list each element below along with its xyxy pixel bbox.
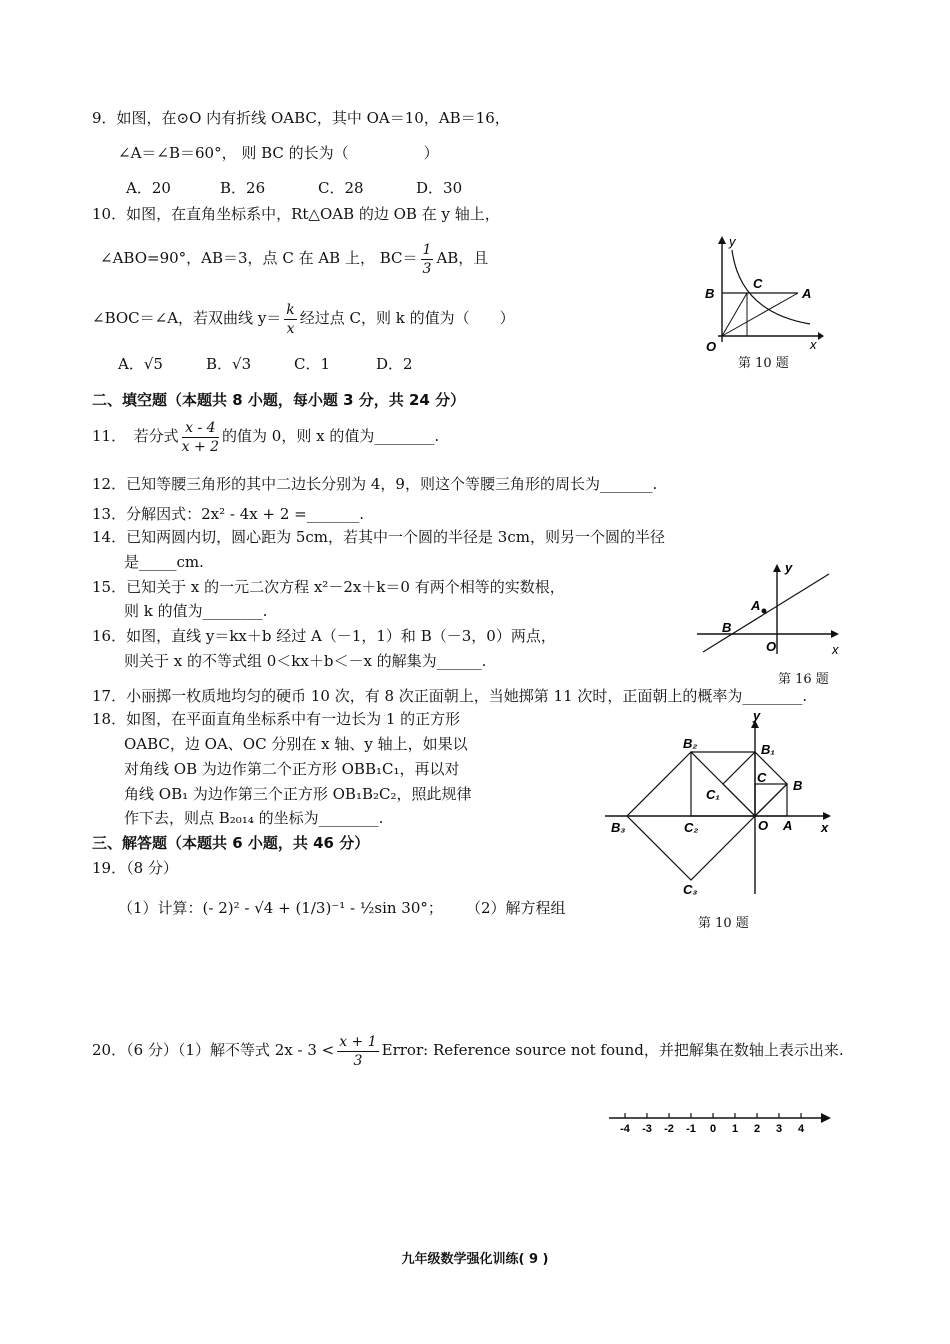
q19-head: 19．（8 分）	[92, 859, 178, 877]
fig16-label-b: B	[722, 620, 732, 635]
q14-line1: 14．已知两圆内切，圆心距为 5cm，若其中一个圆的半径是 3cm，则另一个圆的半径	[92, 528, 665, 546]
x-axis-arrow	[818, 332, 824, 340]
fig10-label-c: C	[753, 276, 763, 291]
q20-fraction: $\frac{x + 1}{3}$	[339, 1033, 377, 1069]
q18-line2: OABC，边 OA、OC 分别在 x 轴、y 轴上，如果以	[124, 735, 468, 753]
q10-option-c[interactable]: C．1	[294, 355, 331, 373]
fig16-label-a: A	[751, 598, 761, 613]
tick-label: 4	[797, 1123, 805, 1135]
q19-caption: 第 10 题	[698, 916, 749, 931]
number-line-arrow	[821, 1113, 831, 1123]
q15-line2: 则 k 的值为________.	[124, 602, 268, 620]
q9-option-b[interactable]: B．26	[220, 179, 266, 197]
q10-line2: ∠ABO=90°，AB＝3，点 C 在 AB 上， BC＝ $\frac{1}{3}$ AB，且	[100, 241, 489, 277]
fig18-label-c1: C₁	[706, 787, 720, 802]
fig16-label-y: y	[785, 560, 793, 575]
q10-caption: 第 10 题	[738, 356, 789, 371]
tick-label: 3	[775, 1123, 783, 1135]
q10-options	[118, 354, 413, 374]
q15-line1: 15．已知关于 x 的一元二次方程 x²－2x＋k＝0 有两个相等的实数根，	[92, 578, 565, 596]
q20: 20．（6 分）（1）解不等式 2x - 3 < $\frac{x + 1}{3}$ Error: Reference source not found，并把解集在数轴上表示出来.	[92, 1033, 844, 1069]
q9-option-c[interactable]: C．28	[318, 179, 364, 197]
fig18-label-y: y	[753, 708, 761, 723]
q16-line2: 则关于 x 的不等式组 0＜kx＋b＜－x 的解集为______.	[124, 652, 487, 670]
tick-label: 2	[753, 1123, 761, 1135]
page-footer: 九年级数学强化训练( 9 )	[401, 1252, 549, 1267]
fig18-label-a: A	[783, 818, 793, 833]
q10-line3: ∠BOC＝∠A，若双曲线 y＝ $\frac{k}{x}$ 经过点 C，则 k 的值为（ ）	[92, 301, 515, 337]
tick-label: -2	[664, 1123, 674, 1135]
fig18-label-b: B	[793, 778, 803, 793]
q18-line5: 作下去，则点 B₂₀₁₄ 的坐标为________.	[124, 809, 384, 827]
fig10-label-x: x	[810, 337, 817, 352]
fig18-label-b1: B₁	[761, 742, 775, 757]
fig18-label-c3: C₃	[683, 882, 698, 897]
q18-line4: 角线 OB₁ 为边作第三个正方形 OB₁B₂C₂，照此规律	[124, 785, 472, 803]
q9-line2: ∠A＝∠B＝60°， 则 BC 的长为（ ）	[118, 144, 439, 162]
segment-oc	[722, 293, 747, 336]
point-a	[762, 609, 767, 614]
fig10-label-y: y	[729, 234, 736, 249]
q9-options	[126, 178, 462, 198]
q16-line1: 16．如图，直线 y＝kx＋b 经过 A（－1，1）和 B（－3，0）两点，	[92, 627, 556, 645]
section-3-title: 三、解答题（本题共 6 小题，共 46 分）	[92, 834, 370, 852]
number-line[interactable]	[605, 1106, 835, 1136]
section-2-title: 二、填空题（本题共 8 小题，每小题 3 分，共 24 分）	[92, 391, 466, 409]
x-axis-arrow	[823, 812, 831, 820]
q10-fraction: $\frac{1}{3}$	[422, 241, 432, 277]
y-axis-arrow	[718, 236, 726, 244]
fig18-label-b3: B₃	[611, 820, 626, 835]
q16-caption: 第 16 题	[778, 672, 829, 687]
fig16-label-x: x	[832, 642, 839, 657]
fig10-label-b: B	[705, 286, 715, 301]
q19-part2: （2）解方程组	[466, 899, 566, 917]
q10-k-fraction: $\frac{k}{x}$	[286, 301, 295, 337]
tick-label: -1	[686, 1123, 696, 1135]
q18-figure	[605, 708, 840, 897]
q10-option-b[interactable]: B．√3	[206, 355, 252, 373]
q17: 17．小丽掷一枚质地均匀的硬币 10 次，有 8 次正面朝上，当她掷第 11 次时，正面朝上的概率为________.	[92, 687, 808, 705]
q9-option-a[interactable]: A．20	[126, 179, 171, 197]
q16-figure	[695, 558, 845, 658]
hyperbola	[732, 250, 810, 324]
fig10-label-o: O	[706, 339, 717, 354]
fig18-label-c: C	[757, 770, 767, 785]
tick-label: -3	[642, 1123, 652, 1135]
q19-part1: （1）计算：(- 2)² - √4 + (1/3)⁻¹ - ½sin 30°；	[118, 899, 443, 917]
y-axis-arrow	[773, 564, 781, 572]
diagonal-ob	[755, 784, 787, 816]
number-line-ticks	[620, 1113, 805, 1135]
segment-oa	[722, 293, 798, 336]
x-axis-arrow	[831, 630, 839, 638]
fig18-label-b2: B₂	[683, 736, 698, 751]
fig16-label-o: O	[766, 639, 777, 654]
q10-figure	[700, 232, 830, 352]
q13: 13．分解因式：2x² - 4x + 2 =_______.	[92, 505, 364, 523]
q10-line1: 10．如图，在直角坐标系中，Rt△OAB 的边 OB 在 y 轴上，	[92, 205, 500, 223]
fig18-label-c2: C₂	[684, 820, 699, 835]
q18-line1: 18．如图，在平面直角坐标系中有一边长为 1 的正方形	[92, 710, 461, 728]
q18-line3: 对角线 OB 为边作第二个正方形 OBB₁C₁，再以对	[124, 760, 460, 778]
q11: 11． 若分式 $\frac{x - 4}{x + 2}$ 的值为 0，则 x 的值为________.	[92, 419, 440, 455]
q14-line2: 是_____cm.	[124, 553, 204, 571]
q10-option-a[interactable]: A．√5	[118, 355, 163, 373]
q12: 12．已知等腰三角形的其中二边长分别为 4，9，则这个等腰三角形的周长为_______.	[92, 475, 658, 493]
q10-option-d[interactable]: D．2	[376, 355, 413, 373]
fig18-label-o: O	[758, 818, 769, 833]
q11-fraction: $\frac{x - 4}{x + 2}$	[181, 419, 220, 455]
tick-label: 1	[731, 1123, 739, 1135]
tick-label: -4	[620, 1123, 630, 1135]
tick-label: 0	[709, 1123, 717, 1135]
fig10-label-a: A	[802, 286, 812, 301]
fig18-label-x: x	[821, 820, 829, 835]
q9-line1: 9．如图，在⊙O 内有折线 OABC，其中 OA＝10，AB＝16，	[92, 109, 510, 127]
q9-option-d[interactable]: D．30	[416, 179, 463, 197]
